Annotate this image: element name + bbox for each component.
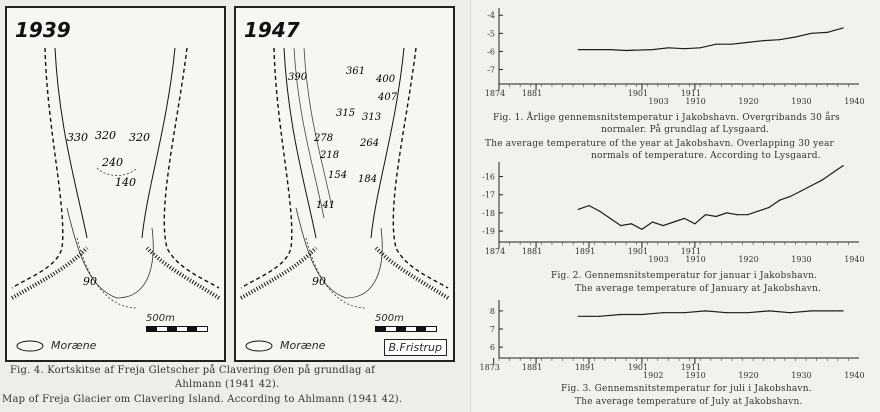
chart-data-point — [779, 39, 780, 40]
chart-data-point — [620, 314, 621, 315]
scale-label: 500m — [375, 313, 404, 324]
chart-series-line — [578, 311, 843, 316]
elevation-label: 400 — [376, 74, 396, 85]
panel-year-label: 1939 — [15, 18, 71, 42]
chart-data-point — [652, 49, 653, 50]
chart-x-tick-label: 1874 — [484, 89, 506, 98]
figure-caption-danish: Fig. 4. Kortskitse af Freja Gletscher på Clavering Øen på grundlag af — [10, 365, 376, 376]
chart-x-tick-label: 1940 — [844, 255, 865, 264]
panel-year-label: 1947 — [244, 18, 300, 42]
chart-data-point — [588, 205, 589, 206]
elevation-label: 320 — [129, 131, 150, 144]
chart-series-line — [578, 28, 843, 51]
chart-data-point — [599, 211, 600, 212]
chart-data-point — [832, 310, 833, 311]
scale-bar — [375, 313, 437, 332]
elevation-label: 407 — [378, 92, 398, 103]
moraine-symbol-icon — [15, 340, 45, 352]
chart-y-tick-label: -5 — [487, 29, 495, 39]
chart-x-tick-label: 1881 — [521, 247, 543, 256]
legend-label: Moræne — [51, 339, 97, 352]
scale-bar-graphic — [146, 326, 208, 332]
chart-data-point — [768, 207, 769, 208]
chart-x-tick-label: 1874 — [484, 247, 506, 256]
chart-x-tick-label: 1911 — [680, 89, 702, 98]
chart-x-tick-label: 1881 — [521, 363, 543, 372]
chart-data-point — [668, 47, 669, 48]
chart-y-tick-label: 8 — [489, 306, 495, 316]
chart-data-point — [763, 40, 764, 41]
map-panel-1947 — [234, 6, 455, 362]
chart-y-tick-label: -6 — [487, 47, 495, 57]
chart-data-point — [684, 312, 685, 313]
chart1-caption-en-1: The average temperature of the year at Jakobshavn. Overlapping 30 year — [485, 139, 835, 149]
chart-data-point — [620, 225, 621, 226]
elevation-label: 154 — [328, 170, 348, 181]
chart-y-tick-label: -19 — [482, 227, 495, 237]
chart-x-tick-label: 1930 — [791, 255, 812, 264]
chart-x-tick-label: 1902 — [643, 371, 664, 380]
chart-data-point — [843, 27, 844, 28]
chart-data-point — [716, 44, 717, 45]
chart-y-tick-label: -17 — [482, 190, 495, 200]
moraine-symbol-icon — [244, 340, 274, 352]
glacier-map-drawing — [236, 8, 453, 360]
chart-data-point — [832, 172, 833, 173]
chart-data-point — [747, 42, 748, 43]
scale-label: 500m — [146, 313, 175, 324]
chart-x-tick-label: 1920 — [738, 255, 759, 264]
chart1-caption-da-2: normaler. På grundlag af Lysgaard. — [601, 125, 770, 135]
chart-data-point — [652, 221, 653, 222]
map-legend — [15, 339, 96, 352]
chart-data-point — [684, 48, 685, 49]
elevation-label: 140 — [115, 176, 136, 189]
chart-data-point — [811, 185, 812, 186]
chart-x-tick-label: 1901 — [627, 89, 649, 98]
scale-bar-graphic — [375, 326, 437, 332]
elevation-label: 264 — [360, 138, 380, 149]
chart-data-point — [821, 180, 822, 181]
chart-data-point — [790, 196, 791, 197]
scale-bar — [146, 313, 208, 332]
chart-data-point — [578, 316, 579, 317]
chart-x-tick-label: 1873 — [479, 363, 500, 372]
chart-data-point — [599, 316, 600, 317]
chart-data-point — [811, 310, 812, 311]
chart-y-tick-label: -18 — [482, 208, 495, 218]
temperature-charts-figure — [470, 0, 880, 412]
chart2-caption-en: The average temperature of January at Jakobshavn. — [575, 284, 822, 294]
chart-data-point — [705, 214, 706, 215]
chart-x-tick-label: 1930 — [791, 97, 812, 106]
chart-y-tick-label: -7 — [487, 65, 495, 75]
chart-x-tick-label: 1930 — [791, 371, 812, 380]
chart-data-point — [811, 33, 812, 34]
legend-label: Moræne — [280, 339, 326, 352]
chart-data-point — [578, 49, 579, 50]
chart-x-tick-label: 1910 — [685, 371, 706, 380]
elevation-label: 361 — [346, 66, 366, 77]
chart-data-point — [626, 50, 627, 51]
chart-data-point — [610, 49, 611, 50]
chart-x-tick-label: 1881 — [521, 89, 543, 98]
chart-x-tick-label: 1911 — [680, 247, 702, 256]
elevation-label: 330 — [67, 131, 88, 144]
chart-data-point — [641, 314, 642, 315]
chart-series-line — [578, 166, 843, 230]
elevation-label: 184 — [358, 174, 378, 185]
glacier-map-drawing — [7, 8, 224, 360]
chart-data-point — [641, 229, 642, 230]
chart-y-tick-label: -4 — [487, 11, 495, 21]
elevation-label: 90 — [83, 275, 97, 288]
chart-data-point — [694, 223, 695, 224]
map-panel-1939 — [5, 6, 226, 362]
chart-data-point — [610, 218, 611, 219]
chart-data-point — [747, 214, 748, 215]
chart-x-tick-label: 1940 — [844, 97, 865, 106]
elevation-label: 90 — [312, 275, 326, 288]
elevation-label: 278 — [314, 133, 334, 144]
chart-y-tick-label: 7 — [489, 325, 495, 334]
chart-data-point — [726, 212, 727, 213]
figure-caption-danish-cont: Ahlmann (1941 42). — [175, 379, 280, 390]
elevation-label: 240 — [102, 156, 123, 169]
chart-y-tick-label: 6 — [489, 343, 495, 353]
chart-data-point — [800, 191, 801, 192]
elevation-label: 218 — [320, 150, 340, 161]
chart-data-point — [790, 312, 791, 313]
chart-data-point — [716, 216, 717, 217]
elevation-label: 315 — [336, 108, 356, 119]
chart-data-point — [795, 36, 796, 37]
chart-data-point — [684, 218, 685, 219]
chart-data-point — [747, 312, 748, 313]
chart-x-tick-label: 1903 — [648, 97, 669, 106]
chart-y-tick-label: -16 — [482, 172, 495, 182]
chart-data-point — [631, 223, 632, 224]
chart-x-tick-label: 1940 — [844, 371, 865, 380]
chart-data-point — [726, 312, 727, 313]
chart-data-point — [737, 214, 738, 215]
chart-x-tick-label: 1901 — [627, 363, 649, 372]
chart-x-tick-label: 1903 — [648, 255, 669, 264]
chart-data-point — [663, 225, 664, 226]
figure-caption-english: Map of Freja Glacier om Clavering Island. According to Ahlmann (1941 42). — [2, 394, 403, 405]
elevation-label: 141 — [316, 200, 336, 211]
chart-data-point — [758, 211, 759, 212]
elevation-label: 313 — [362, 112, 382, 123]
chart2-caption-da: Fig. 2. Gennemsnitstemperatur for januar i Jakobshavn. — [551, 271, 818, 281]
temperature-charts-svg — [471, 0, 880, 412]
chart-x-tick-label: 1901 — [627, 247, 649, 256]
chart-data-point — [827, 32, 828, 33]
chart-data-point — [663, 312, 664, 313]
elevation-label: 390 — [288, 72, 308, 83]
chart-x-tick-label: 1891 — [574, 363, 596, 372]
chart-data-point — [779, 200, 780, 201]
chart-data-point — [673, 221, 674, 222]
chart-data-point — [705, 310, 706, 311]
chart-data-point — [700, 47, 701, 48]
chart3-caption-da: Fig. 3. Gennemsnitstemperatur for juli i Jakobshavn. — [561, 384, 812, 394]
chart-data-point — [843, 165, 844, 166]
author-label: B.Fristrup — [384, 339, 447, 356]
chart-data-point — [843, 310, 844, 311]
chart-x-tick-label: 1920 — [738, 97, 759, 106]
chart-data-point — [768, 310, 769, 311]
chart1-caption-en-2: normals of temperature. According to Lysgaard. — [591, 151, 821, 161]
map-legend — [244, 339, 325, 352]
elevation-label: 320 — [95, 129, 116, 142]
chart3-caption-en: The average temperature of July at Jakobshavn. — [575, 397, 803, 407]
chart-x-tick-label: 1891 — [574, 247, 596, 256]
chart1-caption-da-1: Fig. 1. Årlige gennemsnitstemperatur i Jakobshavn. Overgribands 30 års — [493, 113, 840, 123]
chart-x-tick-label: 1911 — [680, 363, 702, 372]
chart-x-tick-label: 1920 — [738, 371, 759, 380]
chart-data-point — [731, 44, 732, 45]
chart-x-tick-label: 1910 — [685, 255, 706, 264]
chart-x-tick-label: 1910 — [685, 97, 706, 106]
chart-data-point — [578, 209, 579, 210]
